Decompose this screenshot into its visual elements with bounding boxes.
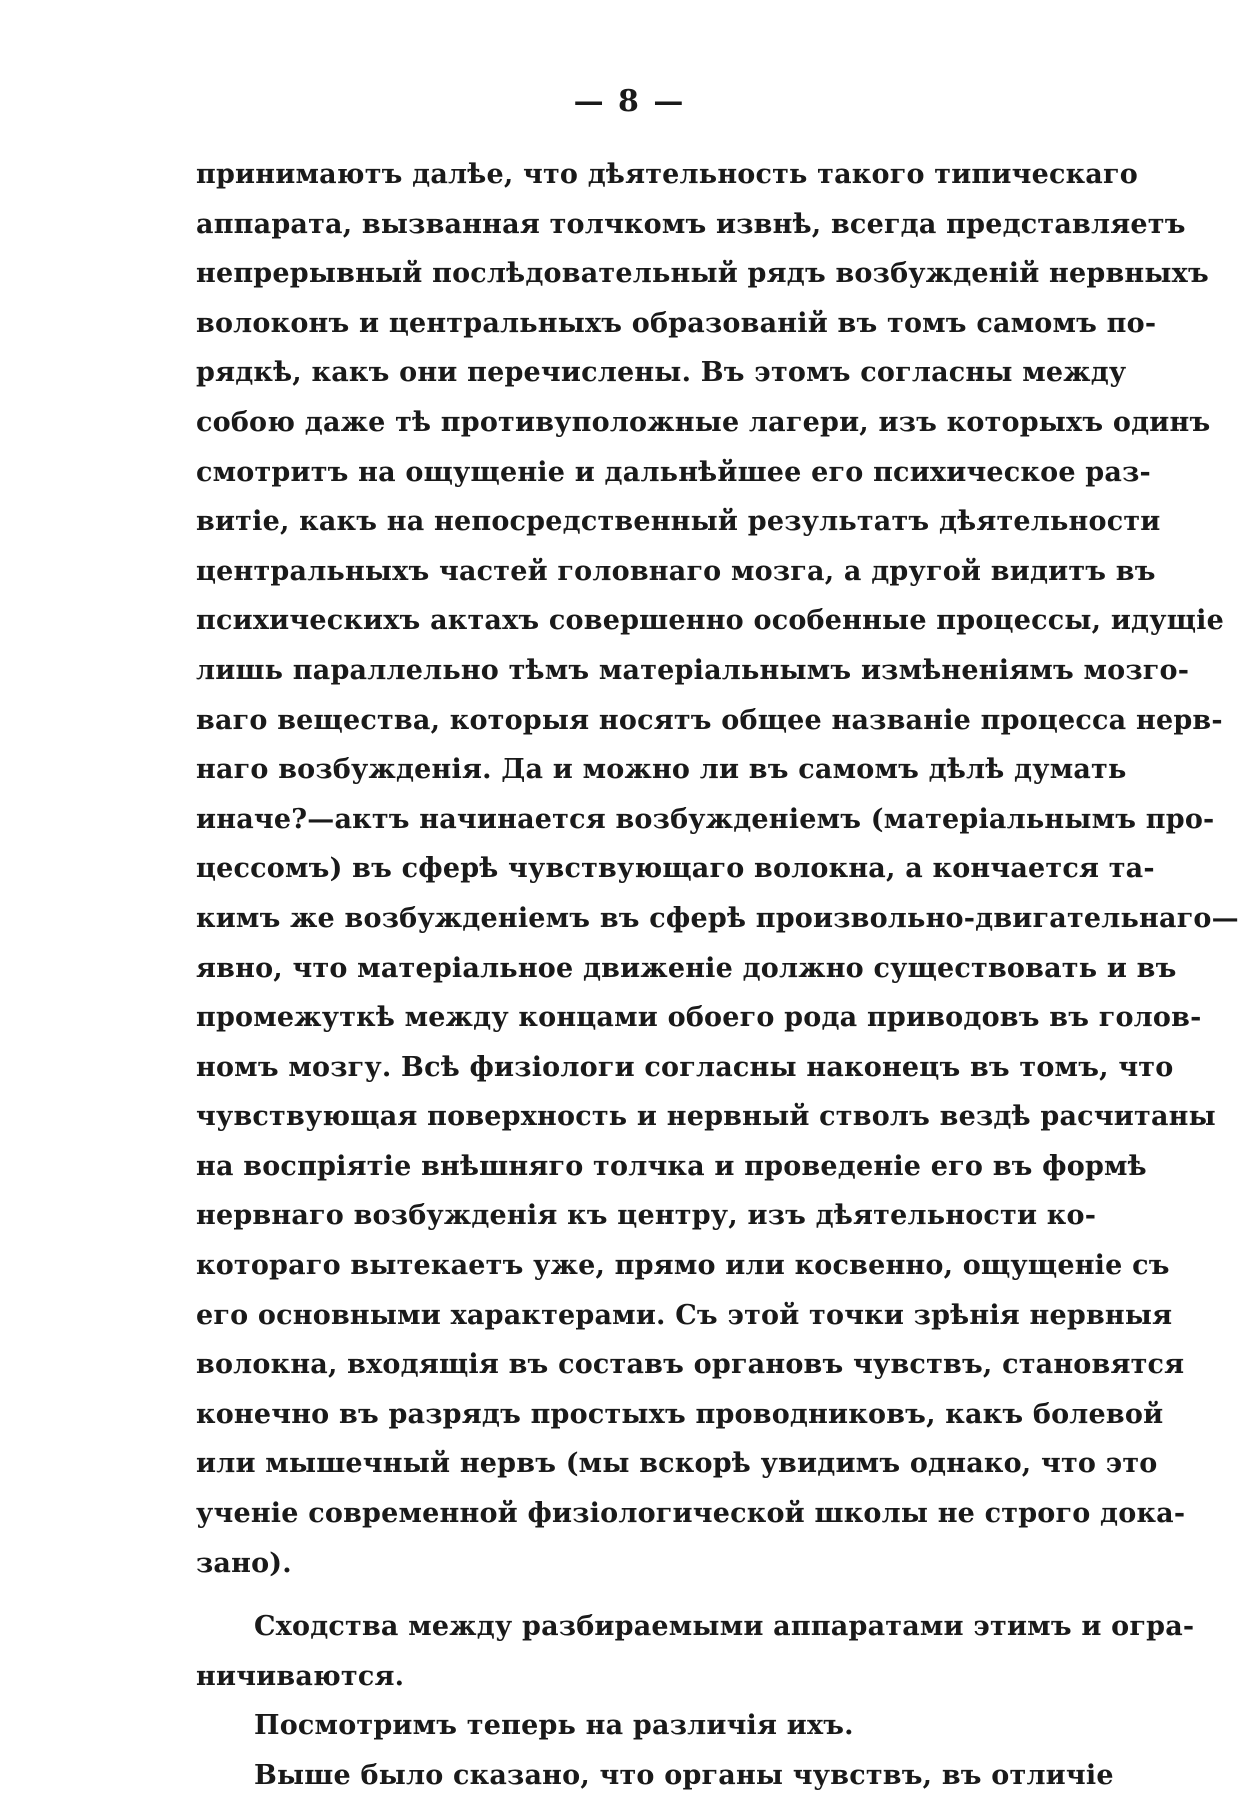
text-line: или мышечный нервъ (мы вскорѣ увидимъ однако, что это xyxy=(196,1448,1158,1480)
body-text xyxy=(196,150,1239,1801)
text-line: центральныхъ частей головнаго мозга, а другой видитъ въ xyxy=(196,555,1156,587)
text-line: ничиваются. xyxy=(196,1660,405,1692)
text-line: его основными характерами. Съ этой точки зрѣнія нервныя xyxy=(196,1299,1173,1331)
page-number: — 8 — xyxy=(573,84,686,119)
text-line: наго возбужденія. Да и можно ли въ самомъ дѣлѣ думать xyxy=(196,754,1127,786)
text-line: чувствующая поверхность и нервный стволъ вездѣ расчитаны xyxy=(196,1101,1216,1133)
paragraph xyxy=(196,1701,1066,1751)
text-line: волокна, входящія въ составъ органовъ чувствъ, становятся xyxy=(196,1349,1185,1381)
text-line: явно, что матеріальное движеніе должно существовать и въ xyxy=(196,952,1177,984)
text-line: витіе, какъ на непосредственный результатъ дѣятельности xyxy=(196,506,1161,538)
text-line: принимаютъ далѣе, что дѣятельность такого типическаго xyxy=(196,159,1138,190)
text-line: Посмотримъ теперь на различія ихъ. xyxy=(254,1710,854,1742)
text-line: психическихъ актахъ совершенно особенные процессы, идущіе xyxy=(196,605,1224,637)
text-line: Выше было сказано, что органы чувствъ, въ отличіе xyxy=(254,1760,1114,1791)
text-line: аппарата, вызванная толчкомъ извнѣ, всегда представляетъ xyxy=(196,208,1186,240)
text-line: промежуткѣ между концами обоего рода приводовъ въ голов- xyxy=(196,1002,1202,1034)
paragraph xyxy=(196,150,1239,1588)
text-line: номъ мозгу. Всѣ физіологи согласны наконецъ въ томъ, что xyxy=(196,1051,1174,1083)
text-line: на воспріятіе внѣшняго толчка и проведеніе его въ формѣ xyxy=(196,1150,1147,1182)
text-line: рядкѣ, какъ они перечислены. Въ этомъ согласны между xyxy=(196,357,1127,389)
text-line: Сходства между разбираемыми аппаратами этимъ и огра- xyxy=(254,1611,1195,1643)
paragraph-gap xyxy=(196,1588,1066,1602)
text-line: непрерывный послѣдовательный рядъ возбужденій нервныхъ xyxy=(196,258,1209,290)
paragraph xyxy=(196,1602,1195,1701)
text-line: ученіе современной физіологической школы не строго дока- xyxy=(196,1498,1186,1530)
paragraph xyxy=(196,1751,1114,1801)
text-line: лишь параллельно тѣмъ матеріальнымъ измѣненіямъ мозго- xyxy=(196,654,1190,686)
text-line: конечно въ разрядъ простыхъ проводниковъ, какъ болевой xyxy=(196,1398,1164,1430)
text-line: волоконъ и центральныхъ образованій въ томъ самомъ по- xyxy=(196,307,1157,339)
text-line: зано). xyxy=(196,1547,292,1579)
text-line: ваго вещества, которыя носятъ общее названіе процесса нерв- xyxy=(196,704,1223,736)
text-line: иначе?—актъ начинается возбужденіемъ (матеріальнымъ про- xyxy=(196,803,1215,835)
text-line: цессомъ) въ сферѣ чувствующаго волокна, а кончается та- xyxy=(196,853,1155,885)
text-line: кимъ же возбужденіемъ въ сферѣ произвольно-двигательнаго— xyxy=(196,902,1239,934)
text-line: котораго вытекаетъ уже, прямо или косвенно, ощущеніе съ xyxy=(196,1250,1170,1282)
text-line: нервнаго возбужденія къ центру, изъ дѣятельности ко- xyxy=(196,1200,1097,1232)
text-line: собою даже тѣ противуположные лагери, изъ которыхъ одинъ xyxy=(196,406,1211,438)
text-line: смотритъ на ощущеніе и дальнѣйшее его психическое раз- xyxy=(196,456,1151,488)
